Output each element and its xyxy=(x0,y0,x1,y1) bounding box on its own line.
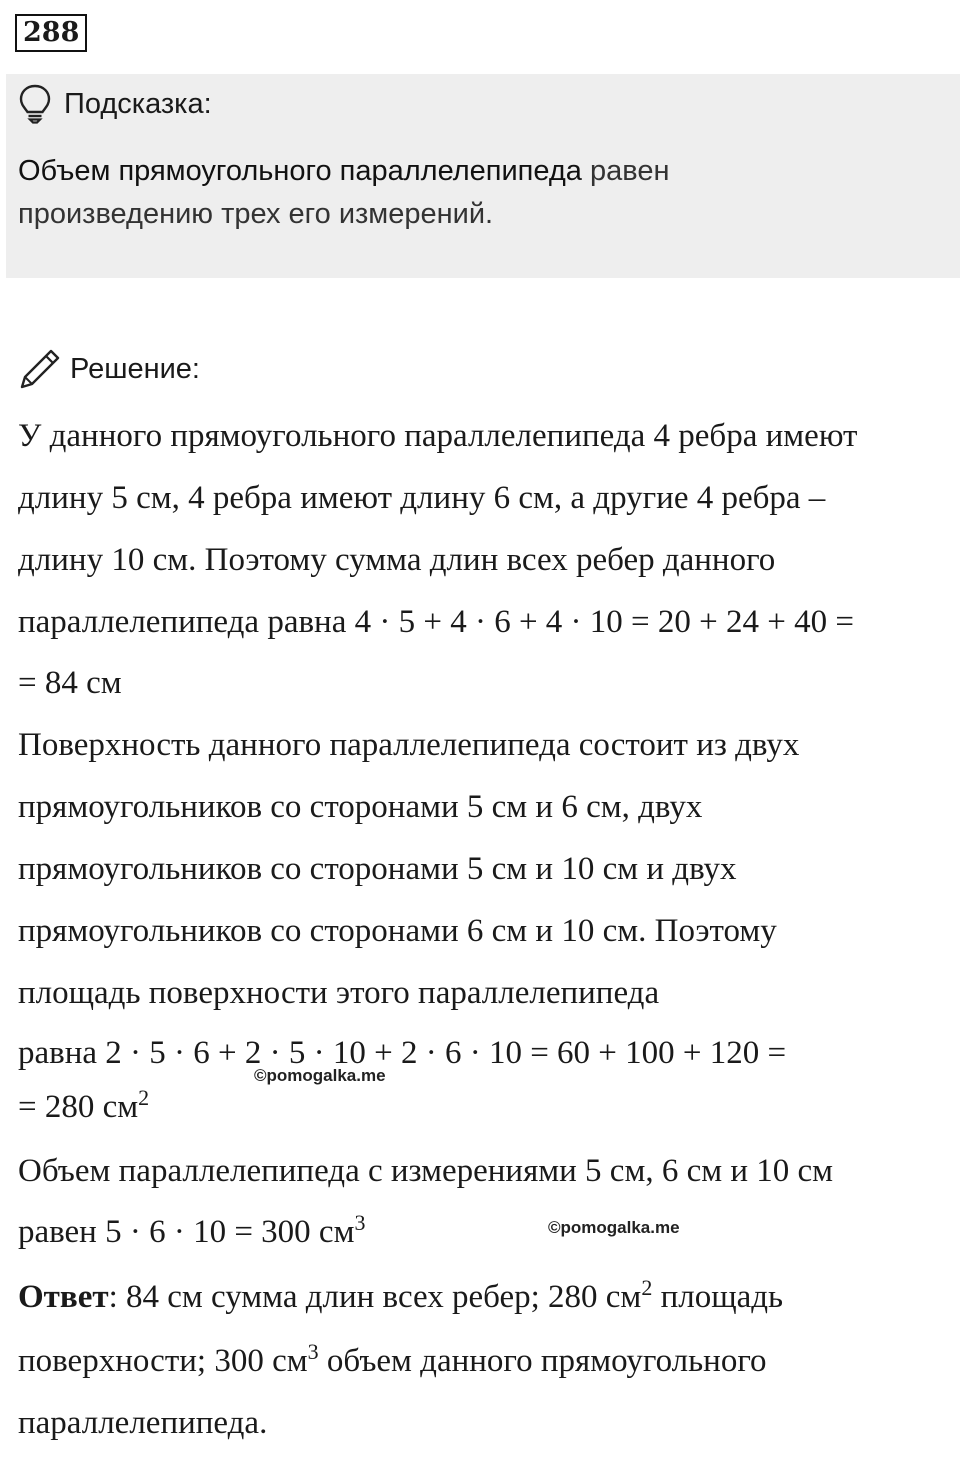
solution-line-3: длину 10 см. Поэтому сумма длин всех ребер данного xyxy=(18,542,776,578)
solution-line-5: = 84 см xyxy=(18,665,122,701)
solution-line-7: прямоугольников со сторонами 5 см и 6 см, двух xyxy=(18,789,703,825)
hint-header xyxy=(18,84,212,124)
hint-text-rest: равен xyxy=(581,155,670,187)
answer-part-2: площадь xyxy=(652,1279,784,1315)
hint-text xyxy=(18,150,918,236)
answer-part-3: поверхности; 300 см xyxy=(18,1343,308,1379)
problem-number: 288 xyxy=(15,14,87,52)
answer-line-1 xyxy=(18,1277,783,1317)
solution-header xyxy=(18,346,200,392)
solution-line-9: прямоугольников со сторонами 6 см и 10 см. Поэтому xyxy=(18,913,777,949)
hint-title: Подсказка: xyxy=(64,87,212,120)
answer-line-3: параллелепипеда. xyxy=(18,1405,268,1441)
solution-line-8: прямоугольников со сторонами 5 см и 10 см и двух xyxy=(18,851,737,887)
solution-line-10: площадь поверхности этого параллелепипеда xyxy=(18,975,660,1011)
volume-text: равен 5 · 6 · 10 = 300 см xyxy=(18,1214,355,1250)
area-result-line xyxy=(18,1087,149,1127)
watermark: ©pomogalka.me xyxy=(548,1218,680,1237)
solution-title: Решение: xyxy=(70,352,200,385)
watermark: ©pomogalka.me xyxy=(254,1066,386,1085)
answer-part-4: объем данного прямоугольного xyxy=(318,1343,767,1379)
lightbulb-icon xyxy=(18,84,52,124)
answer-label: Ответ xyxy=(18,1279,109,1315)
answer-part-1: : 84 см сумма длин всех ребер; 280 см xyxy=(108,1279,642,1315)
volume-exponent: 3 xyxy=(354,1210,366,1235)
area-result: = 280 см xyxy=(18,1089,139,1125)
hint-text-line2: произведению трех его измерений. xyxy=(18,198,494,230)
volume-line-2 xyxy=(18,1212,365,1252)
solution-line-6: Поверхность данного параллелепипеда состоит из двух xyxy=(18,727,800,763)
solution-line-4: параллелепипеда равна 4 · 5 + 4 · 6 + 4 · 10 = 20 + 24 + 40 = xyxy=(18,604,854,640)
area-exponent: 2 xyxy=(138,1085,150,1110)
solution-line-1: У данного прямоугольного параллелепипеда 4 ребра имеют xyxy=(18,418,858,454)
volume-line-1: Объем параллелепипеда с измерениями 5 см, 6 см и 10 см xyxy=(18,1153,834,1189)
answer-exponent-2: 3 xyxy=(307,1339,319,1364)
solution-line-11: равна 2 · 5 · 6 + 2 · 5 · 10 + 2 · 6 · 10 = 60 + 100 + 120 = xyxy=(18,1035,787,1071)
answer-line-2 xyxy=(18,1341,767,1381)
hint-term: Объем прямоугольного параллелепипеда xyxy=(18,155,582,187)
answer-exponent-1: 2 xyxy=(641,1275,653,1300)
solution-line-2: длину 5 см, 4 ребра имеют длину 6 см, а другие 4 ребра – xyxy=(18,480,826,516)
pencil-icon xyxy=(18,347,62,391)
